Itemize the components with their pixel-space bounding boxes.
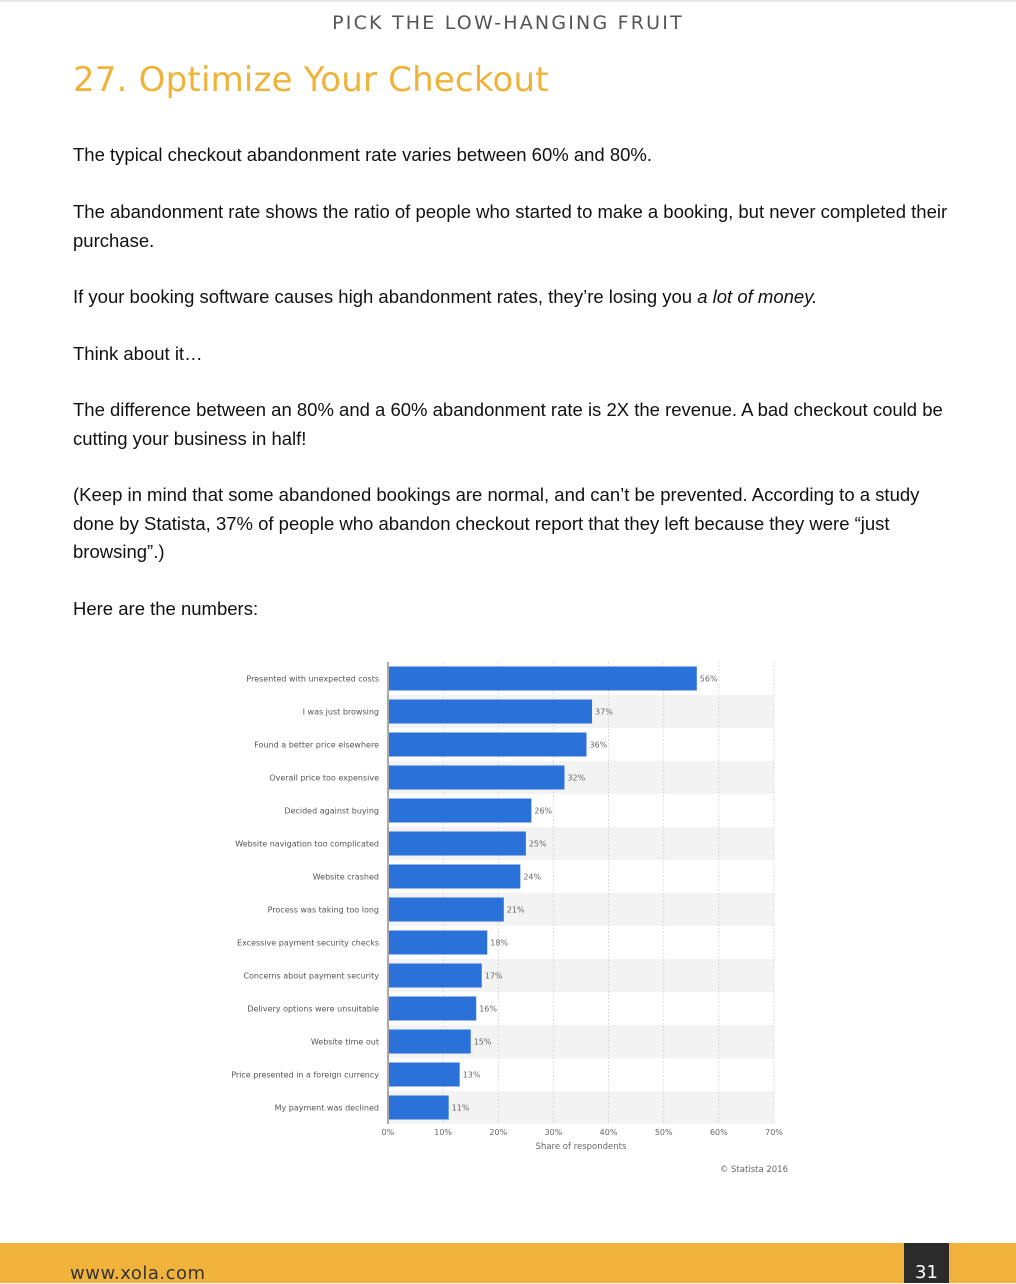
chart-bar [389, 931, 487, 955]
abandonment-reasons-chart [200, 650, 800, 1190]
chart-data-label: 26% [534, 806, 553, 816]
chart-data-label: 24% [523, 872, 542, 882]
chart-bar [389, 667, 697, 691]
chart-data-label: 16% [479, 1004, 498, 1014]
chart-x-axis-label: Share of respondents [535, 1142, 627, 1152]
chart-x-tick-label: 20% [489, 1128, 508, 1137]
chart-data-label: 25% [528, 839, 547, 849]
chart-bar [389, 832, 526, 856]
chart-category-label: Concerns about payment security [243, 971, 379, 981]
chart-data-label: 32% [567, 773, 586, 783]
chart-data-label: 18% [490, 938, 509, 948]
chart-x-tick-label: 40% [599, 1128, 618, 1137]
section-title: 27. Optimize Your Checkout [73, 60, 549, 100]
paragraph-money-loss-emphasis: a lot of money. [697, 286, 818, 307]
chart-bar [389, 997, 476, 1021]
running-header: PICK THE LOW-HANGING FRUIT [332, 12, 684, 34]
chart-bar [389, 700, 592, 724]
chart-x-tick-label: 0% [381, 1128, 395, 1137]
chart-category-label: My payment was declined [274, 1103, 379, 1113]
chart-category-label: Website crashed [312, 872, 379, 882]
paragraph-abandonment-definition: The abandonment rate shows the ratio of people who started to make a booking, but never completed their purchase. [73, 201, 948, 251]
paragraph-revenue-difference: The difference between an 80% and a 60% abandonment rate is 2X the revenue. A bad checkout could be cutting your business in half! [73, 399, 943, 449]
chart-data-label: 36% [589, 740, 608, 750]
chart-data-label: 21% [506, 905, 525, 915]
chart-source-credit: © Statista 2016 [719, 1165, 788, 1175]
chart-data-label: 17% [484, 971, 503, 981]
paragraph-money-loss [73, 283, 953, 312]
chart-x-tick-label: 50% [654, 1128, 673, 1137]
paragraph-think: Think about it… [73, 343, 203, 364]
paragraph-money-loss-text: If your booking software causes high abandonment rates, they’re losing you [73, 286, 698, 307]
chart-category-label: Website time out [310, 1037, 379, 1047]
chart-bar [389, 1030, 471, 1054]
chart-data-label: 13% [462, 1070, 481, 1080]
chart-category-label: Found a better price elsewhere [254, 740, 379, 750]
chart-category-label: Overall price too expensive [269, 773, 379, 783]
chart-bar [389, 733, 587, 757]
chart-category-label: Decided against buying [284, 806, 379, 816]
chart-category-label: Delivery options were unsuitable [247, 1004, 379, 1014]
chart-category-label: Excessive payment security checks [237, 938, 379, 948]
chart-tick-labels [382, 1128, 784, 1137]
paragraph-statista-note: (Keep in mind that some abandoned bookings are normal, and can’t be prevented. According to a study done by Statista, 37% of people who abandon checkout report that they left because they were “just browsing”.) [73, 484, 920, 562]
paragraph-numbers-intro: Here are the numbers: [73, 598, 259, 619]
chart-bar [389, 964, 482, 988]
chart-bar [389, 1096, 449, 1120]
chart-x-tick-label: 10% [434, 1128, 453, 1137]
chart-bar [389, 1063, 460, 1087]
chart-data-label: 11% [451, 1103, 470, 1113]
chart-category-label: Presented with unexpected costs [246, 674, 379, 684]
page-top-rule [0, 0, 1016, 2]
chart-bar [389, 898, 504, 922]
chart-bar [389, 766, 564, 790]
chart-data-label: 56% [699, 674, 718, 684]
footer-website-link[interactable]: www.xola.com [70, 1263, 206, 1284]
chart-x-tick-label: 70% [765, 1128, 783, 1137]
chart-bar [389, 799, 531, 823]
chart-x-tick-label: 30% [544, 1128, 563, 1137]
chart-data-label: 15% [473, 1037, 492, 1047]
chart-data-label: 37% [595, 707, 613, 717]
page-number: 31 [915, 1262, 938, 1283]
chart-category-labels [231, 675, 379, 1113]
chart-category-label: Website navigation too complicated [235, 839, 379, 849]
chart-x-tick-label: 60% [709, 1128, 728, 1137]
chart-category-label: Price presented in a foreign currency [231, 1070, 379, 1080]
chart-bar [389, 865, 520, 889]
paragraph-abandonment-range: The typical checkout abandonment rate varies between 60% and 80%. [73, 144, 653, 165]
chart-category-label: Process was taking too long [267, 905, 379, 915]
chart-category-label: I was just browsing [302, 707, 379, 717]
